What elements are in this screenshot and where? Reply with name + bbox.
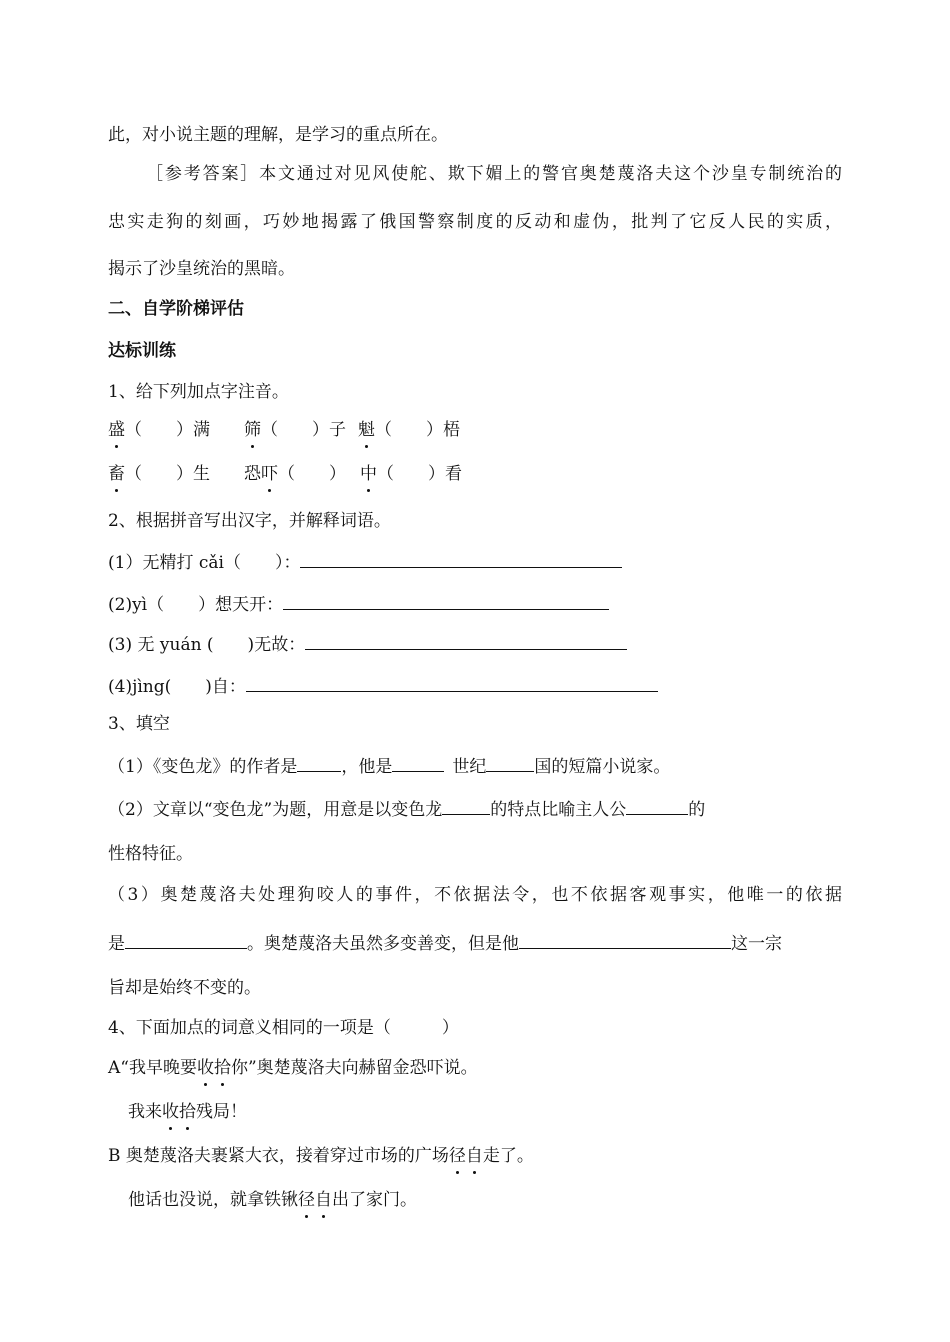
answer-blank[interactable] [283, 592, 609, 610]
q4-text: 我来 [128, 1102, 162, 1122]
dotted-char: 径 [448, 1146, 466, 1166]
dotted-char: 吓 [261, 464, 278, 484]
q3-text: 。奥楚蔑洛夫虽然多变善变，但是他 [247, 934, 519, 954]
answer-blank[interactable] [125, 931, 247, 949]
dotted-char: 拾 [179, 1102, 196, 1122]
q3-sentence-2 [108, 797, 705, 821]
q3-text: ，他是 [341, 757, 393, 777]
q3-text: 的特点比喻主人公 [490, 800, 627, 820]
section-subtitle: 达标训练 [108, 341, 176, 361]
answer-blank[interactable] [626, 797, 688, 815]
q3-sentence-2-cont: 性格特征。 [108, 844, 193, 864]
q3-text: 国的短篇小说家。 [534, 757, 671, 777]
q3-sentence-1 [108, 754, 670, 778]
dotted-char: 拾 [213, 1058, 231, 1078]
dotted-char: 畜 [108, 464, 125, 484]
section-title: 二、自学阶梯评估 [108, 299, 244, 319]
q4-text: B 奥楚蔑洛夫裹紧大衣，接着穿过市场的广场 [108, 1146, 449, 1166]
dotted-char: 中 [360, 464, 377, 484]
q2-item-3-label: (3) 无 yuán ( )无故： [108, 635, 306, 655]
q3-text: （2）文章以“变色龙”为题，用意是以变色龙 [108, 800, 443, 820]
q4-option-a-line-2 [128, 1101, 247, 1123]
q1-blank-3: （ ）梧 [375, 420, 460, 440]
answer-blank[interactable] [246, 674, 658, 692]
q3-text: 世纪 [452, 757, 487, 777]
dotted-char: 径 [298, 1190, 315, 1210]
q1-row-1 [108, 419, 460, 441]
reference-answer-line-2: 忠实走狗的刻画，巧妙地揭露了俄国警察制度的反动和虚伪，批判了它反人民的实质， [108, 212, 845, 232]
dotted-char: 收 [162, 1102, 179, 1122]
q1-row-2 [108, 463, 462, 485]
q4-option-a-line-1 [108, 1057, 478, 1079]
q2-item-1 [108, 550, 622, 574]
q4-text: 走了。 [482, 1146, 534, 1166]
q3-sentence-3: （3）奥楚蔑洛夫处理狗咬人的事件，不依据法令，也不依据客观事实，他唯一的依据 [108, 885, 845, 905]
q1-blank-2: （ ）子 [261, 420, 346, 440]
q3-title: 3、填空 [108, 714, 170, 734]
dotted-char: 魁 [358, 420, 375, 440]
q3-text: 的 [688, 800, 706, 820]
q2-title: 2、根据拼音写出汉字，并解释词语。 [108, 511, 391, 531]
q4-text: 你”奥楚蔑洛夫向赫留金恐吓说。 [230, 1058, 478, 1078]
dotted-char: 盛 [108, 420, 125, 440]
answer-blank[interactable] [519, 931, 731, 949]
q2-item-2-label: (2)yì（ ）想天开： [108, 595, 284, 615]
q2-item-4 [108, 674, 658, 698]
reference-answer-line-3: 揭示了沙皇统治的黑暗。 [108, 259, 295, 279]
q2-item-3 [108, 632, 627, 656]
q3-text: （1）《变色龙》的作者是 [108, 757, 298, 777]
q4-text: 他话也没说，就拿铁锹 [128, 1190, 298, 1210]
q3-sentence-3-cont [108, 931, 782, 955]
q3-text: 这一宗 [731, 934, 782, 954]
q4-text: A“我早晚要 [108, 1058, 197, 1078]
q4-title: 4、下面加点的词意义相同的一项是（ ） [108, 1018, 459, 1038]
reference-answer-line-1: ［参考答案］本文通过对见风使舵、欺下媚上的警官奥楚蔑洛夫这个沙皇专制统治的 [146, 164, 844, 184]
q1-blank-5: （ ） [278, 464, 346, 484]
q4-text: 残局！ [196, 1102, 247, 1122]
answer-blank[interactable] [297, 754, 341, 772]
q2-item-4-label: (4)jìng( )自： [108, 677, 246, 697]
q2-item-1-label: (1）无精打 cǎi（ ）： [108, 553, 301, 573]
q1-blank-1: （ ）满 [125, 420, 210, 440]
q4-option-b-line-1 [108, 1145, 534, 1167]
q2-item-2 [108, 592, 609, 616]
answer-blank[interactable] [486, 754, 534, 772]
intro-line-1: 此，对小说主题的理解，是学习的重点所在。 [108, 125, 448, 145]
dotted-char: 自 [465, 1146, 483, 1166]
answer-blank[interactable] [300, 550, 622, 568]
q1-blank-4: （ ）生 [125, 464, 210, 484]
dotted-char: 筛 [244, 420, 261, 440]
dotted-char: 自 [315, 1190, 332, 1210]
q3-text: 是 [108, 934, 125, 954]
answer-blank[interactable] [305, 632, 627, 650]
q4-option-b-line-2 [128, 1189, 417, 1211]
q3-sentence-3-end: 旨却是始终不变的。 [108, 978, 261, 998]
answer-blank[interactable] [392, 754, 444, 772]
plain-char: 恐 [244, 464, 261, 484]
q4-text: 出了家门。 [332, 1190, 417, 1210]
dotted-char: 收 [196, 1058, 214, 1078]
q1-title: 1、给下列加点字注音。 [108, 382, 289, 402]
q1-blank-6: （ ）看 [377, 464, 462, 484]
answer-blank[interactable] [442, 797, 490, 815]
